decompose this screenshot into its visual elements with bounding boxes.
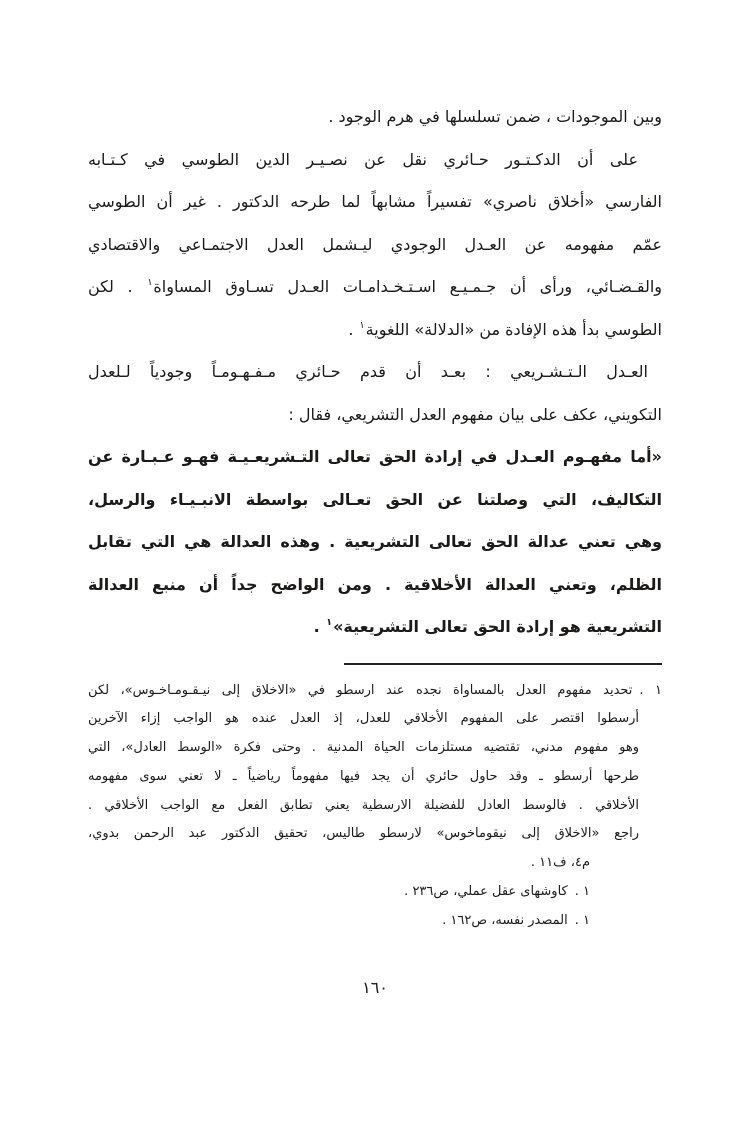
body-line: التكويني، عكف على بيان مفهوم العدل التشريعي، فقال :	[288, 404, 662, 424]
footnote-text: تحديد مفهوم العدل بالمساواة نجده عند ارسطو في «الاخلاق إلى نيـقـومـاخـوس»، لكن	[88, 682, 633, 698]
footnote-ref: ١	[359, 319, 365, 331]
footnote-2	[88, 878, 662, 907]
body-line: الفارسي «أخلاق ناصري» تفسيراً مشابهاً لما طرحه الدكتور . غير أن الطوسي	[88, 192, 662, 211]
body-text: .	[348, 319, 359, 339]
quote-line: الظلم، وتعني العدالة الأخلاقية . ومن الواضح جداً أن منبع العدالة	[88, 574, 662, 594]
text-block	[88, 96, 662, 936]
body-line: العـدل الـتـشـريعي : بعـد أن قدم حـائري مـفـهـومـاً وجودياً لـلعدل	[88, 362, 648, 381]
footnote-line: راجع «الاخلاق إلى نيقوماخوس» لارسطو طاليس، تحقيق الدكتور عبد الرحمن بدوي،	[88, 826, 639, 842]
body-line	[88, 266, 662, 309]
footnote-3	[88, 907, 662, 936]
body-text: الطوسي بدأ هذه الإفادة من «الدلالة» اللغوية	[365, 319, 662, 339]
quote-text: التشريعية هو إرادة الحق تعالى التشريعية»	[333, 617, 662, 636]
body-line	[88, 309, 662, 352]
footnote-line: م٤، ف١١ .	[530, 855, 590, 871]
footnote-number: ١ .	[639, 682, 662, 698]
quote-line	[88, 606, 662, 649]
footnote-line: طرحها أرسطو ـ وقد حاول حائري أن يجد فيها مفهوماً رياضياً ـ لا تعني سوى مفهومه	[88, 768, 639, 784]
footnote-line: الأخلاقي . فالوسط العادل للفضيلة الارسطية يعني تطابق الفعل مع الواجب الأخلاقي .	[88, 797, 639, 813]
footnote-ref: ١	[326, 617, 333, 628]
body-line: على أن الدكـتـور حـائري نقل عن نصـيـر الدين الطوسي في كـتـابه	[88, 149, 638, 169]
body-text: . لكن	[88, 277, 147, 296]
page-number: ١٦٠	[362, 978, 388, 997]
quote-text: .	[313, 617, 326, 636]
quote-line: «أما مفهـوم العـدل في إرادة الحق تعالى التـشريعـيـة فهـو عـبـارة عن	[88, 447, 662, 466]
quote-line: التكاليف، التي وصلتنا عن الحق تعـالى بواسطة الانبـيـاء والرسل،	[88, 489, 662, 509]
footnote-line	[88, 878, 662, 907]
paragraph-end-line: وبين الموجودات ، ضمن تسلسلها في هرم الوجود .	[328, 107, 662, 126]
body-text: والقـضـائي، ورأى أن جـمـيـع اسـتـخـدامـات العـدل تسـاوق المساواة	[153, 277, 663, 296]
footnote-number: ١ .	[574, 912, 590, 928]
quote-line: وهي تعني عدالة الحق تعالى التشريعية . وهذه العدالة هي التي تقابل	[88, 532, 662, 551]
footnote-text: المصدر نفسه، ص١٦٢ .	[442, 912, 568, 928]
footnote-line	[88, 677, 662, 706]
footnote-text: كاوشهاى عقل عملي، ص٢٣٦ .	[404, 884, 568, 900]
footnote-line: أرسطوا اقتصر على المفهوم الأخلاقي للعدل، إذ العدل عنده هو الواجب إزاء الآخرين	[88, 711, 639, 727]
footnote-ref: ١	[147, 277, 153, 288]
footnotes-section	[88, 677, 662, 936]
footnote-1	[88, 677, 662, 879]
footnote-line	[88, 907, 662, 936]
body-line: عمّم مفهومه عن العـدل الوجودي ليـشمل العدل الاجتمـاعي والاقتصادي	[88, 234, 662, 254]
footnote-separator	[344, 663, 662, 665]
footnote-line: وهو مفهوم مدني، تقتضيه مستلزمات الحياة المدنية . وحتى فكرة «الوسط العادل»، التي	[88, 740, 639, 756]
footnote-number: ١ .	[574, 884, 590, 900]
